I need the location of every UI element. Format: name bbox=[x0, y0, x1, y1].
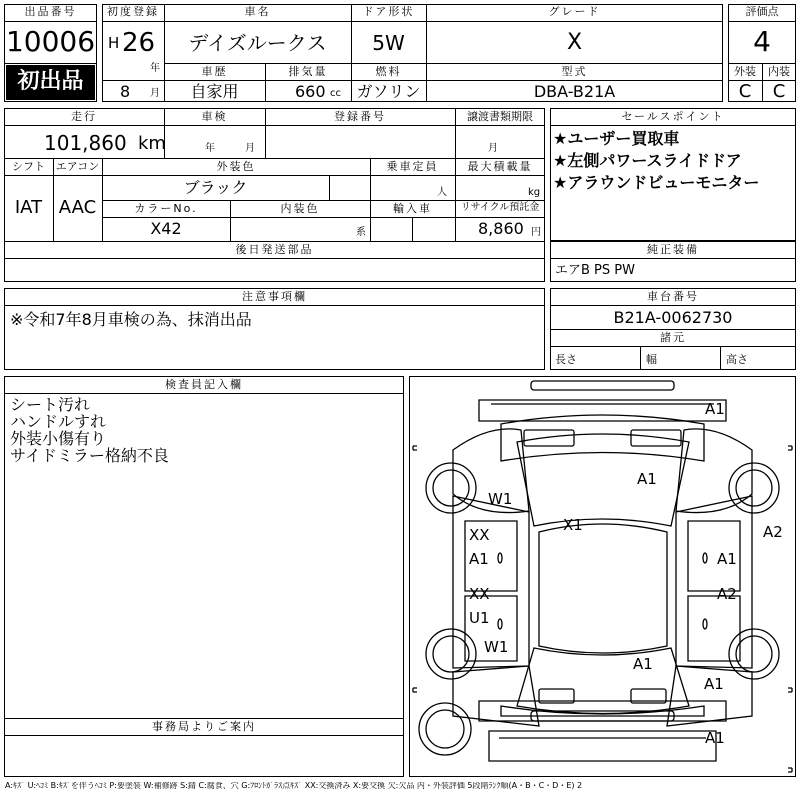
max-load-label: 最大積載量 bbox=[467, 160, 533, 173]
equipment: エアB PS PW bbox=[555, 263, 635, 278]
fuel-label: 燃料 bbox=[375, 65, 402, 78]
inspector-label: 検査員記入欄 bbox=[165, 378, 243, 391]
km-unit: km bbox=[138, 133, 166, 154]
damage-mark-left-rear-door-u1: U1 bbox=[469, 609, 490, 627]
transfer-label: 譲渡書類期限 bbox=[467, 110, 533, 123]
color-no-label: カラーNo. bbox=[134, 202, 198, 215]
model-code: DBA-B21A bbox=[533, 82, 616, 101]
fuel: ガソリン bbox=[356, 82, 421, 101]
vehicle-history: 自家用 bbox=[190, 82, 239, 101]
width-label: 幅 bbox=[646, 353, 657, 366]
damage-mark-front-bumper: A1 bbox=[705, 400, 725, 418]
max-load-unit: kg bbox=[528, 187, 541, 198]
inspection-label: 車検 bbox=[201, 110, 228, 123]
car-diagram bbox=[409, 376, 796, 777]
month-unit: 月 bbox=[150, 88, 160, 99]
displacement-label: 排気量 bbox=[288, 65, 328, 78]
sales-point-3: ★アラウンドビューモニター bbox=[553, 173, 760, 192]
damage-mark-right-front-door: A1 bbox=[717, 550, 737, 568]
first-listing-text: 初出品 bbox=[17, 69, 84, 94]
interior-color-label: 内装色 bbox=[280, 202, 320, 215]
chassis-number: B21A-0062730 bbox=[613, 308, 733, 327]
damage-mark-left-front-wheel: W1 bbox=[488, 490, 513, 508]
car-name-label: 車名 bbox=[244, 5, 271, 18]
damage-mark-left-rear-door-xx: XX bbox=[469, 585, 490, 603]
damage-mark-rear-bumper: A1 bbox=[705, 729, 725, 747]
damage-mark-left-front-door-xx: XX bbox=[469, 526, 490, 544]
cc-unit: cc bbox=[330, 88, 341, 99]
damage-mark-roof: X1 bbox=[563, 516, 583, 534]
model-label: 型式 bbox=[561, 65, 588, 78]
damage-mark-tailgate: A1 bbox=[633, 655, 653, 673]
inspection-year-unit: 年 bbox=[205, 143, 215, 154]
interior-label: 内装 bbox=[768, 65, 790, 78]
series-unit: 系 bbox=[356, 227, 366, 238]
displacement: 660 bbox=[295, 82, 326, 101]
grade: X bbox=[566, 30, 583, 55]
exterior-color-label: 外装色 bbox=[216, 160, 256, 173]
shift-label: シフト bbox=[12, 160, 45, 173]
genuine-label: 純正装備 bbox=[647, 243, 699, 256]
recycle-label: リサイクル預託金 bbox=[460, 202, 540, 213]
first-reg-year: 26 bbox=[122, 28, 156, 58]
transfer-month-unit: 月 bbox=[488, 143, 498, 154]
door-type: 5W bbox=[372, 31, 405, 55]
history-label: 車歴 bbox=[201, 65, 228, 78]
damage-mark-left-front-door-a1: A1 bbox=[469, 550, 489, 568]
sales-point-2: ★左側パワースライドドア bbox=[553, 151, 742, 170]
inspector-note-4: サイドミラー格納不良 bbox=[10, 446, 169, 465]
era: H bbox=[108, 34, 120, 52]
mileage-label: 走行 bbox=[71, 110, 97, 123]
damage-mark-left-rear-wheel: W1 bbox=[484, 638, 509, 656]
import-label: 輸入車 bbox=[393, 202, 432, 215]
interior-score: C bbox=[772, 81, 786, 102]
rating-label: 評価点 bbox=[745, 5, 779, 18]
inspector-note-1: シート汚れ bbox=[10, 395, 91, 414]
sales-points-label: セールスポイント bbox=[621, 110, 725, 123]
car-name: デイズルークス bbox=[188, 31, 327, 55]
exterior-label: 外装 bbox=[734, 65, 756, 78]
chassis-label: 車台番号 bbox=[647, 290, 699, 303]
office-label: 事務局よりご案内 bbox=[152, 720, 256, 733]
damage-mark-right-front-fender: A2 bbox=[763, 523, 783, 541]
later-parts-label: 後日発送部品 bbox=[235, 243, 314, 256]
grade-label: グレード bbox=[548, 5, 601, 18]
reg-no-label: 登録番号 bbox=[334, 110, 386, 123]
aircon: AAC bbox=[58, 197, 97, 218]
inspector-note-2: ハンドルすれ bbox=[10, 412, 107, 431]
damage-legend: A:ｷｽﾞ U:ﾍｺﾐ B:ｷｽﾞを伴うﾍｺﾐ P:要塗装 W:補修跡 S:錆 C:腐食、穴 G:ﾌﾛﾝﾄｶﾞﾗｽ点ｷｽﾞ XX:交換済み X:要交換 欠:欠品 内・外装評価 5段階ﾗﾝｸ順(A・B・C・D・E) 2 bbox=[5, 782, 583, 790]
recycle-fee: 8,860 bbox=[478, 219, 524, 238]
listing-number-label: 出品番号 bbox=[24, 5, 77, 18]
height-label: 高さ bbox=[726, 353, 748, 366]
year-unit: 年 bbox=[150, 63, 160, 74]
capacity-unit: 人 bbox=[437, 187, 447, 198]
length-label: 長さ bbox=[555, 353, 577, 366]
door-label: ドア形状 bbox=[362, 5, 415, 18]
color-number: X42 bbox=[150, 219, 182, 238]
notes-label: 注意事項欄 bbox=[242, 290, 307, 303]
specs-label: 諸元 bbox=[660, 331, 686, 344]
caution-note: ※令和7年8月車検の為、抹消出品 bbox=[10, 310, 252, 329]
aircon-label: エアコン bbox=[55, 160, 100, 173]
damage-mark-right-rear-quarter: A1 bbox=[704, 675, 724, 693]
listing-number: 10006 bbox=[5, 25, 96, 58]
rating-score: 4 bbox=[753, 25, 771, 58]
mileage: 101,860 bbox=[44, 131, 127, 155]
inspector-note-3: 外装小傷有り bbox=[10, 429, 107, 448]
yen-unit: 円 bbox=[531, 227, 541, 238]
capacity-label: 乗車定員 bbox=[386, 160, 439, 173]
shift: IAT bbox=[14, 197, 43, 218]
exterior-color: ブラック bbox=[183, 178, 248, 197]
inspection-month-unit: 月 bbox=[245, 143, 255, 154]
first-reg-label: 初度登録 bbox=[107, 5, 159, 18]
sales-point-1: ★ユーザー買取車 bbox=[553, 129, 680, 148]
first-reg-month: 8 bbox=[120, 82, 131, 101]
exterior-score: C bbox=[738, 81, 752, 102]
damage-mark-hood: A1 bbox=[637, 470, 657, 488]
damage-mark-right-rear-door: A2 bbox=[717, 585, 737, 603]
